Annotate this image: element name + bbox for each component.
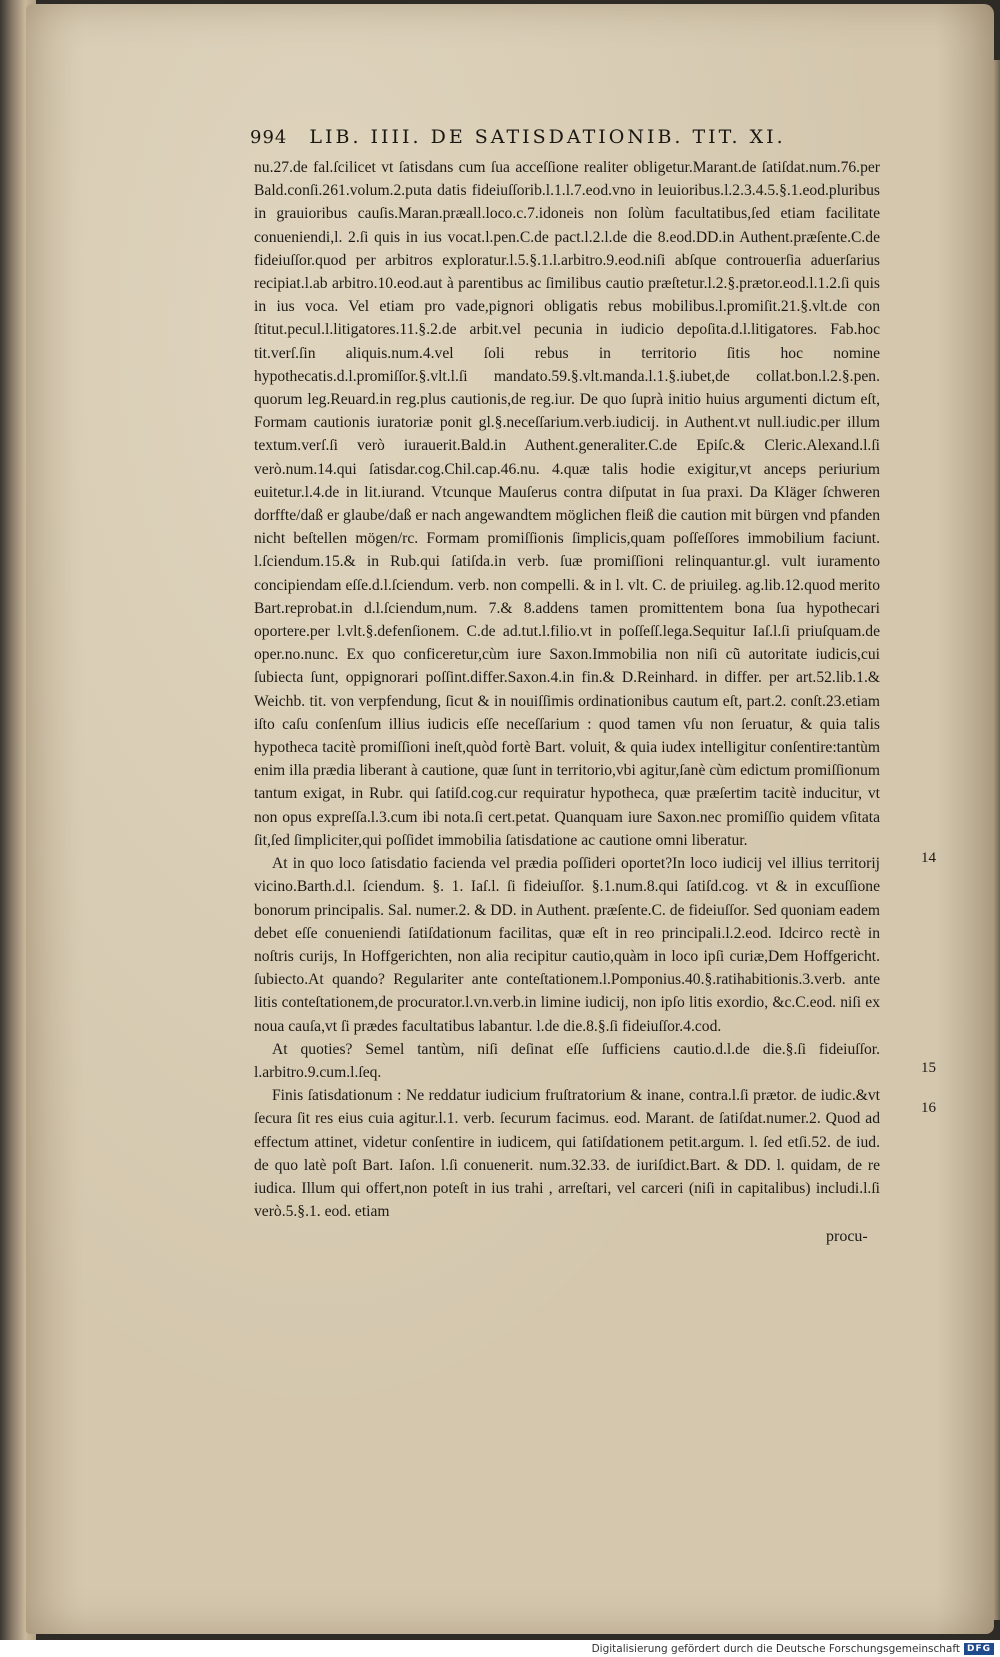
dfg-logo: DFG — [964, 1643, 994, 1655]
paragraph: nu.27.de fal.ſcilicet vt ſatisdans cum ſua acceſſione realiter obligetur.Marant.de ſatiſdat.num.76.per Bald.conſi.261.volum.2.puta datis fideiuſſorib.l.1.l.7.eod.vno in leuioribus.l.2.3.4.5.§.1.eod.pluribus in grauioribus cauſis.Maran.præall.loco.c.7.idoneis non ſolùm facultatibus,ſed etiam facilitate conueniendi,l. 2.ſi quis in ius vocat.l.pen.C.de pact.l.2.l.de die 8.eod.DD.in Authent.præſente.C.de fideiuſſor.quod per arbitros exploratur.l.5.§.1.l.arbitro.9.eod.niſi abſque controuerſia aduerſarius recipiat.l.ab arbitro.10.eod.aut à parentibus ac ſimilibus cautio præſtetur.l.2.§.prætor.eod.l.1.2.ſi quis in ius voca. Vel etiam pro vade,pignori obligatis rebus mobilibus.l.promiſit.21.§.vlt.de con ſtitut.pecul.l.litigatores.11.§.2.de arbit.vel pecunia in iudicio depoſita.d.l.litigatores. Fab.hoc tit.verſ.ſin aliquis.num.4.vel ſoli rebus in territorio ſitis hoc nomine hypothecatis.d.l.promiſſor.§.vlt.l.ſi mandato.59.§.vlt.manda.l.1.§.iubet,de collat.bon.l.2.§.pen. quorum leg.Reuard.in reg.plus cautionis,de reg.iur. De quo ſuprà initio huius argumenti dictum eſt, Formam cautionis iuratoriæ ponit gl.§.neceſſarium.verb.iudicij. in Authent.vt null.iudic.per illum textum.verſ.ſi verò iurauerit.Bald.in Authent.generaliter.C.de Epiſc.& Cleric.Alexand.l.ſi verò.num.14.qui ſatisdar.cog.Chil.cap.46.nu. 4.quæ talis hodie exigitur,vt anceps periurium euitetur.l.4.de in lit.iurand. Vtcunque Mauſerus contra diſputat in ſua praxi. Da Kläger ſchweren dorffte/daß er glaube/daß er nach angewandtem möglichen fleiß die caution mit bürgen vnd pfanden nicht beſtellen mögen/rc. Formam promiſſionis ſimplicis,quam poſſeſſores immobilium faciunt. l.ſciendum.15.& in Rub.qui ſatiſda.in verb. ſuæ promiſſioni relinquantur.gl. vult iuramento concipiendam eſſe.d.l.ſciendum. verb. non compelli. & in l. vlt. C. de priuileg. ag.lib.12.quod merito Bart.reprobat.in d.l.ſciendum,num. 7.& 8.addens tamen promittentem bona ſua hypothecari oportere.per l.vlt.§.defenſionem. C.de ad.tut.l.filio.vt in poſſeſſ.lega.Sequitur Iaſ.l.ſi priuſquam.de oper.no.nunc. Ex quo conficeretur,cùm iure Saxon.Immobilia non niſi cũ autoritate iudicis,cui ſubiecta ſunt, oppignorari poſſint.differ.Saxon.4.in fin.& D.Reinhard. in differ. per art.52.lib.1.& Weichb. tit. von verpfendung, ſicut & in nouiſſimis ordinationibus cautum eſt, part.2. conſt.23.etiam iſto caſu conſenſum illius iudicis eſſe neceſſarium : quod tamen vſu non ſeruatur, & quia talis hypotheca tacitè promiſſioni ineſt,quòd fortè Bart. voluit, & quia iudex intelligitur conſentire:tantùm enim illa prædia liberant à cautione, quæ ſunt in territorio,vbi agitur,ſanè cùm edictum promiſſionum tantum exigat, in Rubr. qui ſatiſd.cog.cur requiratur hypotheca, quæ præſertim tacitè inducitur, vt non opus expreſſa.l.3.cum ibi nota.ſi cert.petat. Quanquam iure Saxon.nec promiſſio quidem vſitata ſit,ſed ſimpliciter,qui poſſidet immobilia ſatisdatione ac cautione omni liberatur. — [254, 159, 880, 849]
marginal-number: 14 — [921, 850, 936, 866]
running-header — [250, 126, 880, 156]
footer-credit-text: Digitalisierung gefördert durch die Deutsche Forschungsgemeinschaft — [591, 1642, 960, 1655]
paragraph: At quoties? Semel tantùm, niſi deſinat eſſe ſufficiens cautio.d.l.de die.§.ſi fideiuſſor. l.arbitro.9.cum.l.ſeq. — [254, 1040, 880, 1081]
running-title: LIB. IIII. DE SATISDATIONIB. TIT. XI. — [309, 126, 786, 148]
catchword: procu- — [826, 1228, 868, 1245]
digitization-footer — [0, 1640, 1000, 1657]
paragraph: Finis ſatisdationum : Ne reddatur iudicium fruſtratorium & inane, contra.l.ſi prætor. de iudic.&vt ſecura ſit res eius cuia agitur.l.1. verb. ſecurum facimus. eod. Marant. de ſatiſdat.numer.2. Quod ad effectum attinet, videtur conſentire in iudicem, qui ſatiſdationem petit.argum. l. ſed etſi.52. de iud. de quo latè poſt Bart. Iaſon. l.ſi conuenerit. num.32.33. de iuriſdict.Bart. & DD. l. quidam, de re iudica. Illum qui offert,non poteſt in ius trahi , arreſtari, vel carceri (niſi in capitalibus) includi.l.ſi verò.5.§.1. eod. etiam — [254, 1087, 880, 1221]
marginal-number: 16 — [921, 1100, 936, 1116]
body-text — [254, 156, 880, 1223]
page-number: 994 — [250, 127, 288, 148]
paragraph: At in quo loco ſatisdatio facienda vel prædia poſſideri oportet?In loco iudicij vel illius territorij vicino.Barth.d.l. ſciendum. §. 1. Iaſ.l. ſi fideiuſſor. §.1.num.8.qui ſatiſd.cog. vt & in excuſſione bonorum principalis. Sal. numer.2. & DD. in Authent. præſente.C. de fideiuſſor. Sed quoniam eadem debet eſſe conueniendi ſatiſdationum facilitas, quæ eſt in reo principali.l.2.eod. Idcirco rectè in noſtris curijs, In Hoffgerichten, non alia recipitur cautio,quàm in loco ipſi curiæ,Dem Hoffgericht. ſubiecto.At quando? Regulariter ante conteſtationem.l.Pomponius.40.§.ratihabitionis.3.verb. ante litis conteſtationem,de procurator.l.vn.verb.in limine iudicij, non ipſo litis exordio, &c.C.eod. niſi ex noua cauſa,vt ſi prædes facultatibus labantur. l.de die.8.§.ſi fideiuſſor.4.cod. — [254, 855, 880, 1035]
marginal-number: 15 — [921, 1060, 936, 1076]
